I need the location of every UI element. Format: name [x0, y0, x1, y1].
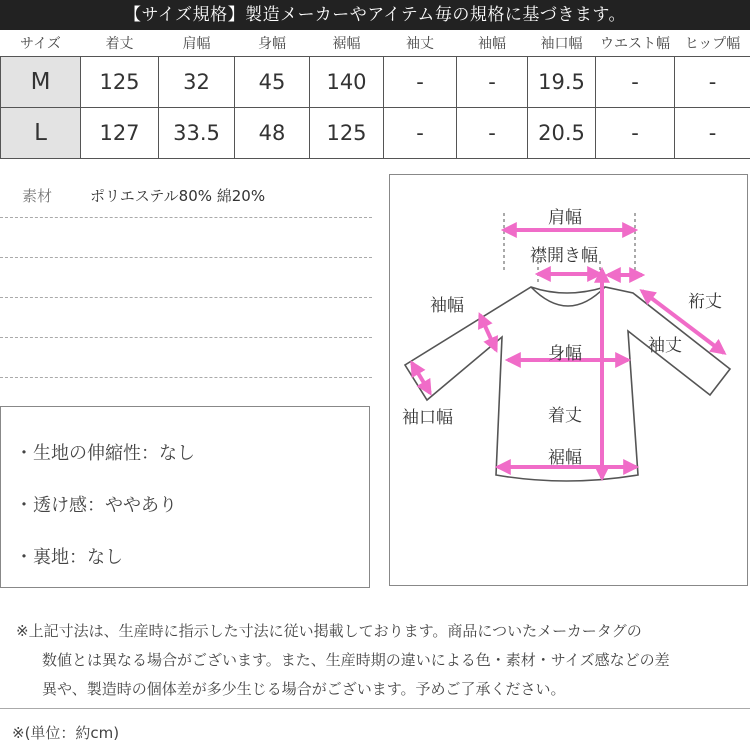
property-sheerness: ・透け感：ややあり — [15, 495, 177, 516]
table-cell: - — [675, 108, 750, 159]
table-cell: 127 — [81, 108, 159, 159]
table-row — [1, 57, 750, 108]
material-section — [0, 178, 372, 378]
header-length: 着丈 — [105, 36, 134, 52]
table-cell: 140 — [310, 57, 384, 108]
property-lining: ・裏地：なし — [15, 547, 123, 568]
yuki-label: 裄丈 — [688, 292, 722, 312]
measurement-diagram — [389, 174, 748, 586]
sleeve-width-label: 袖幅 — [430, 296, 464, 316]
divider — [0, 708, 750, 709]
header-size: サイズ — [20, 36, 61, 52]
blank-line — [0, 298, 372, 338]
size-table-header-row — [1, 30, 750, 57]
header-hem-width: 裾幅 — [332, 36, 361, 52]
note-line: 異や、製造時の個体差が多少生じる場合がございます。予めご了承ください。 — [42, 680, 566, 698]
header-cuff-width: 袖口幅 — [540, 36, 583, 52]
table-cell: - — [596, 57, 675, 108]
blank-line — [0, 338, 372, 378]
table-cell: - — [596, 108, 675, 159]
property-stretch: ・生地の伸縮性：なし — [15, 443, 195, 464]
header-body-width: 身幅 — [258, 36, 286, 52]
length-label: 着丈 — [548, 406, 582, 426]
table-cell: 33.5 — [159, 108, 235, 159]
size-spec-title: 【サイズ規格】製造メーカーやアイテム毎の規格に基づきます。 — [0, 0, 750, 30]
disclaimer-note — [16, 617, 744, 704]
table-cell: 19.5 — [528, 57, 596, 108]
material-row — [0, 178, 372, 218]
table-cell: - — [457, 108, 528, 159]
header-waist-width: ウエスト幅 — [600, 36, 670, 52]
blank-line — [0, 218, 372, 258]
table-cell: 125 — [81, 57, 159, 108]
note-line: 数値とは異なる場合がございます。また、生産時期の違いによる色・素材・サイズ感などの差 — [42, 651, 670, 669]
sleeve-length-label: 袖丈 — [648, 336, 682, 356]
material-value: ポリエステル80% 綿20% — [90, 187, 266, 205]
header-hip-width: ヒップ幅 — [684, 36, 741, 52]
hem-width-label: 裾幅 — [548, 448, 582, 468]
material-label: 素材 — [22, 187, 53, 205]
table-cell: - — [675, 57, 750, 108]
cuff-width-label: 袖口幅 — [402, 408, 453, 428]
table-cell: 48 — [235, 108, 310, 159]
table-cell: 125 — [310, 108, 384, 159]
header-sleeve-length: 袖丈 — [406, 36, 434, 52]
table-cell: - — [457, 57, 528, 108]
blank-line — [0, 258, 372, 298]
table-cell: 20.5 — [528, 108, 596, 159]
size-label-cell: L — [1, 108, 81, 159]
header-shoulder: 肩幅 — [182, 36, 211, 52]
size-label-cell: M — [1, 57, 81, 108]
body-width-label: 身幅 — [548, 344, 582, 364]
unit-note: ※(単位：約cm) — [12, 724, 120, 742]
table-cell: - — [384, 57, 457, 108]
garment-illustration — [390, 175, 749, 587]
size-table — [0, 30, 750, 159]
table-cell: - — [384, 108, 457, 159]
neck-width-label: 襟開き幅 — [530, 246, 598, 266]
fabric-properties-box — [0, 406, 370, 588]
header-sleeve-width: 袖幅 — [478, 36, 506, 52]
note-line: ※上記寸法は、生産時に指示した寸法に従い掲載しております。商品についたメーカータグの — [16, 622, 642, 640]
table-cell: 45 — [235, 57, 310, 108]
table-row — [1, 108, 750, 159]
shoulder-label: 肩幅 — [548, 208, 582, 228]
table-cell: 32 — [159, 57, 235, 108]
